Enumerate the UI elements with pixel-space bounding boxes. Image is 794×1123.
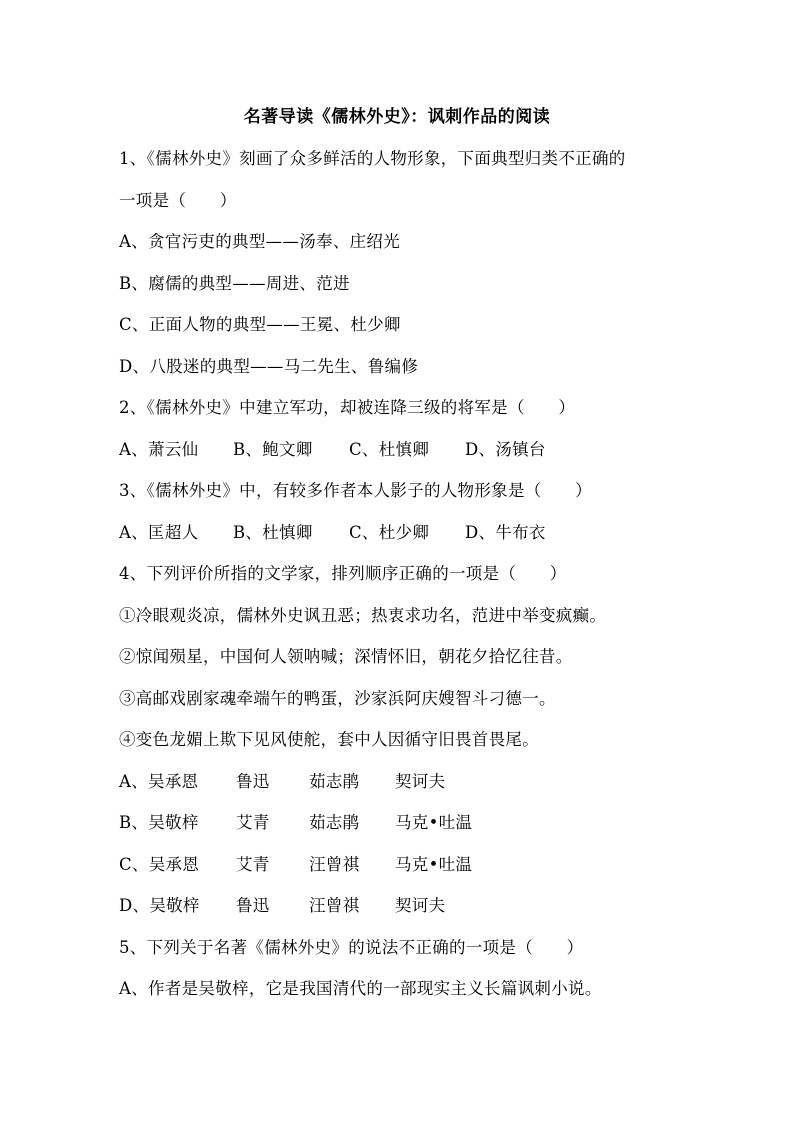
q4-option-d-name3: 汪曾祺 bbox=[309, 896, 360, 915]
q1-stem-line2: 一项是（ ） bbox=[119, 190, 237, 210]
q1-option-c: C、正面人物的典型——王冕、杜少卿 bbox=[119, 315, 401, 334]
q4-option-c-name4: 马克•吐温 bbox=[395, 854, 473, 874]
q4-option-a-label: A、吴承恩 bbox=[119, 771, 199, 791]
q3-option-b: B、杜慎卿 bbox=[233, 522, 313, 542]
q4-statement-3: ③高邮戏剧家魂牵端午的鸭蛋，沙家浜阿庆嫂智斗刁德一。 bbox=[119, 688, 556, 708]
q2-option-a: A、萧云仙 bbox=[119, 439, 199, 459]
q4-option-d-name2: 鲁迅 bbox=[236, 896, 270, 915]
q4-statement-1: ①冷眼观炎凉，儒林外史讽丑恶；热衷求功名，范进中举变疯癫。 bbox=[119, 605, 607, 625]
q2-stem: 2、《儒林外史》中建立军功，却被连降三级的将军是（ ） bbox=[119, 398, 576, 417]
q4-statement-4: ④变色龙媚上欺下见风使舵，套中人因循守旧畏首畏尾。 bbox=[119, 730, 539, 749]
q2-option-b: B、鲍文卿 bbox=[233, 439, 313, 459]
q5-stem: 5、下列关于名著《儒林外史》的说法不正确的一项是（ ） bbox=[119, 937, 584, 957]
q3-options bbox=[119, 519, 689, 561]
q2-option-d: D、汤镇台 bbox=[465, 439, 546, 459]
q1-option-d: D、八股迷的典型——马二先生、鲁编修 bbox=[119, 356, 419, 376]
q4-stem: 4、下列评价所指的文学家，排列顺序正确的一项是（ ） bbox=[119, 564, 567, 583]
q1-option-a: A、贪官污吏的典型——汤奉、庄绍光 bbox=[119, 232, 401, 251]
q4-option-a-name3: 茹志鹃 bbox=[309, 771, 360, 791]
q4-option-c bbox=[119, 851, 689, 893]
q4-option-a-name4: 契诃夫 bbox=[395, 771, 446, 791]
q4-option-d-name4: 契诃夫 bbox=[395, 896, 446, 915]
q4-option-b-name4: 马克•吐温 bbox=[395, 813, 473, 832]
q4-option-a bbox=[119, 768, 689, 810]
q2-option-c: C、杜慎卿 bbox=[349, 439, 430, 459]
q4-option-c-name3: 汪曾祺 bbox=[309, 854, 360, 874]
q3-stem: 3、《儒林外史》中，有较多作者本人影子的人物形象是（ ） bbox=[119, 481, 592, 500]
q4-option-b bbox=[119, 809, 689, 851]
q4-option-c-name2: 艾青 bbox=[236, 854, 270, 874]
q5-option-a: A、作者是吴敬梓，它是我国清代的一部现实主义长篇讽刺小说。 bbox=[119, 979, 602, 998]
q4-option-b-name2: 艾青 bbox=[236, 813, 270, 832]
q3-option-c: C、杜少卿 bbox=[349, 522, 430, 542]
q4-option-b-name3: 茹志鹃 bbox=[309, 813, 360, 832]
q4-option-d bbox=[119, 892, 689, 934]
document-title: 名著导读《儒林外史》：讽刺作品的阅读 bbox=[243, 107, 551, 127]
q1-option-b: B、腐儒的典型——周进、范进 bbox=[119, 273, 350, 293]
q1-stem-line1: 1、《儒林外史》刻画了众多鲜活的人物形象，下面典型归类不正确的 bbox=[119, 149, 626, 168]
q2-options bbox=[119, 436, 689, 478]
q4-statement-2: ②惊闻殒星，中国何人领呐喊；深情怀旧，朝花夕拾忆往昔。 bbox=[119, 647, 573, 666]
q4-option-d-label: D、吴敬梓 bbox=[119, 896, 200, 915]
q4-option-b-label: B、吴敬梓 bbox=[119, 813, 199, 832]
document-body bbox=[119, 145, 689, 1017]
q3-option-d: D、牛布衣 bbox=[465, 522, 546, 542]
q3-option-a: A、匡超人 bbox=[119, 522, 199, 542]
q4-option-a-name2: 鲁迅 bbox=[236, 771, 270, 791]
q4-option-c-label: C、吴承恩 bbox=[119, 854, 200, 874]
